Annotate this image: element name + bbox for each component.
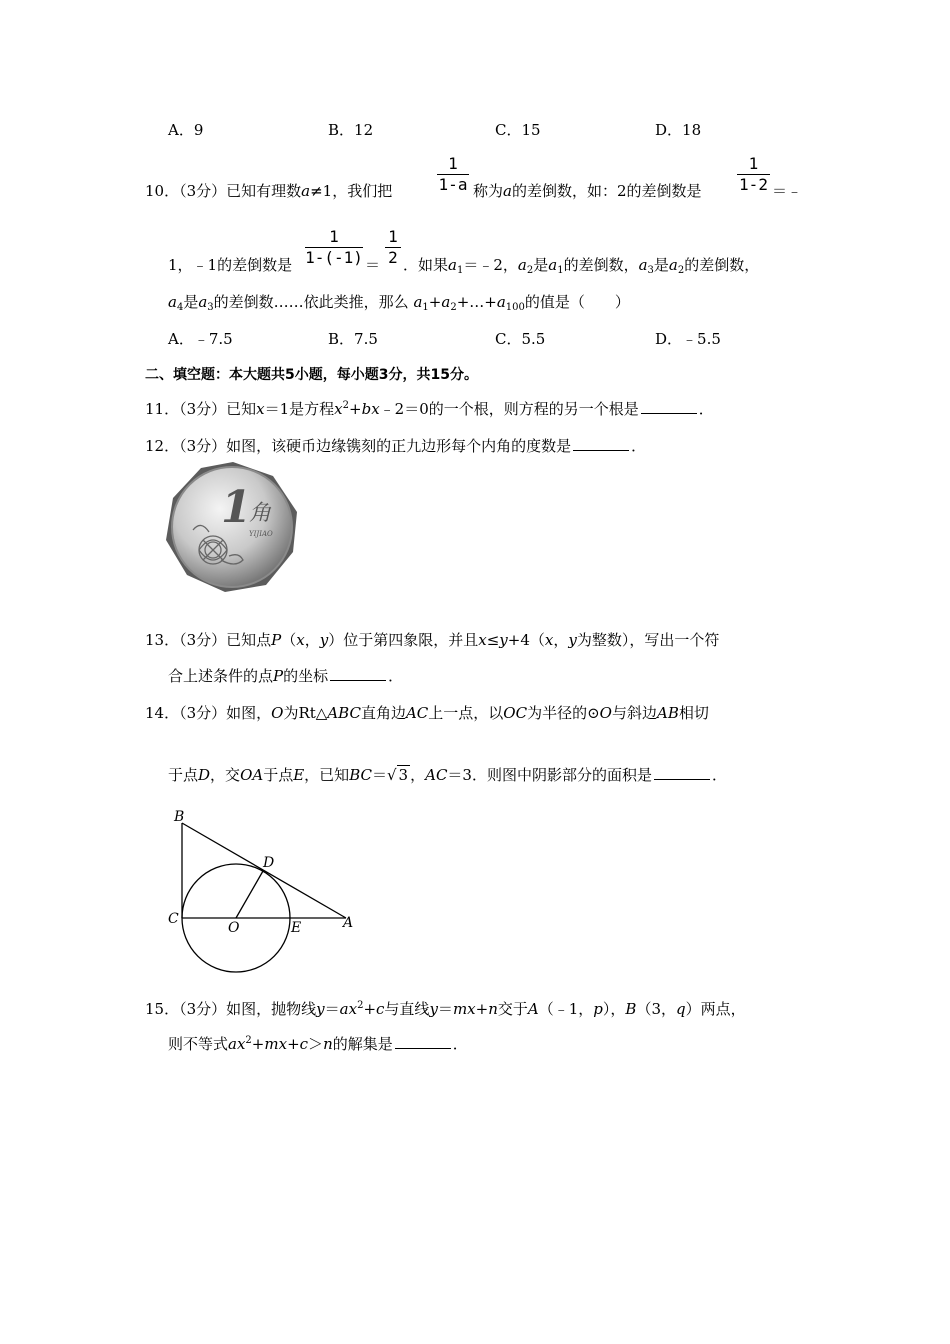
q10-line2b: ＝ (365, 256, 381, 274)
q11-text: 11．（3分）已知x＝1是方程$x^2+bx﹣2=0$的一个根，则方程的另一个根是 ． (145, 400, 714, 418)
q10-option-a: A．﹣7.5 (168, 330, 233, 348)
q9-option-b: B．12 (328, 121, 374, 139)
q13-line1: 13．（3分）已知点P（x，y）位于第四象限，并且x≤y+4（x，y为整数），写出一个符 (145, 631, 720, 649)
label-e: E (291, 920, 302, 936)
q10-line2c: ．如果$a_1=﹣2$，$a_2$是$a_1$的差倒数，$a_3$是$a_2$的差倒数， (403, 256, 760, 276)
q10-frac3-numerator: 1 (329, 227, 339, 246)
label-a: A (343, 915, 354, 931)
q10-option-b: B．7.5 (328, 330, 378, 348)
q14-line1: 14．（3分）如图，O为Rt△ABC直角边AC上一点，以OC为半径的⊙O与斜边AB相切 (145, 704, 709, 722)
label-o: O (228, 920, 240, 936)
q10-option-d: D．﹣5.5 (655, 330, 721, 348)
q10-fraction-3 (305, 229, 363, 266)
q11-answer-blank[interactable] (641, 401, 697, 414)
q10-line2a: 1，﹣1的差倒数是 (168, 256, 293, 274)
sqrt-3: √ 3 (386, 766, 409, 784)
segment-od (236, 871, 263, 918)
q14-geometry-figure (160, 805, 370, 980)
q10-frac1-denominator: 1-a (438, 175, 468, 194)
q13-answer-blank[interactable] (330, 668, 386, 681)
q12-answer-blank[interactable] (573, 438, 629, 451)
q12-text: 12．（3分）如图，该硬币边缘镌刻的正九边形每个内角的度数是 ． (145, 437, 647, 455)
q13-line2: 合上述条件的点P的坐标 ． (168, 667, 404, 685)
q10-frac4-numerator: 1 (388, 227, 398, 246)
q14-answer-blank[interactable] (654, 767, 710, 780)
coin-pinyin: YIJIAO (249, 530, 273, 538)
q10-line1: 10．（3分）已知有理数a≠1，我们把 (145, 182, 393, 200)
label-b: B (174, 809, 185, 825)
q10-frac3-denominator: 1-(-1) (305, 248, 363, 267)
label-d: D (263, 855, 275, 871)
q10-fraction-1 (437, 156, 469, 193)
q10-fraction-4 (385, 229, 401, 266)
q10-option-c: C．5.5 (495, 330, 546, 348)
label-c: C (168, 911, 179, 927)
section-2-heading: 二、填空题：本大题共5小题，每小题3分，共15分。 (145, 367, 478, 383)
coin-character: 角 (249, 501, 272, 526)
q14-line2: 于点D，交OA于点E，已知BC＝√ 3 ，AC＝3．则图中阴影部分的面积是 ． (168, 766, 727, 784)
coin-denomination: 1 (221, 482, 252, 533)
q10-frac4-denominator: 2 (385, 247, 401, 266)
q10-fraction-2 (737, 156, 770, 193)
q15-answer-blank[interactable] (395, 1036, 451, 1049)
coin-image (163, 460, 303, 595)
q9-option-d: D．18 (655, 121, 702, 139)
q10-line1b: 称为a的差倒数，如：2的差倒数是 (473, 182, 702, 200)
q10-line1c: ＝﹣ (772, 182, 803, 200)
q10-frac2-denominator: 1-2 (737, 174, 770, 193)
q10-frac1-numerator: 1 (448, 154, 458, 173)
q9-option-c: C．15 (495, 121, 541, 139)
q9-option-a: A．9 (168, 121, 204, 139)
q15-line1: 15．（3分）如图，抛物线$y=ax^2+c$与直线y＝mx+n交于A（﹣1，p），B（3，q）两点， (145, 1000, 746, 1018)
q15-line2: 则不等式$ax^2+mx+c>n$的解集是 ． (168, 1035, 468, 1053)
q10-line3: $a_4$是$a_3$的差倒数……依此类推，那么 $a_1+a_2+\dots+a_{100}$的值是（ ） (168, 293, 630, 313)
q10-frac2-numerator: 1 (748, 154, 759, 173)
